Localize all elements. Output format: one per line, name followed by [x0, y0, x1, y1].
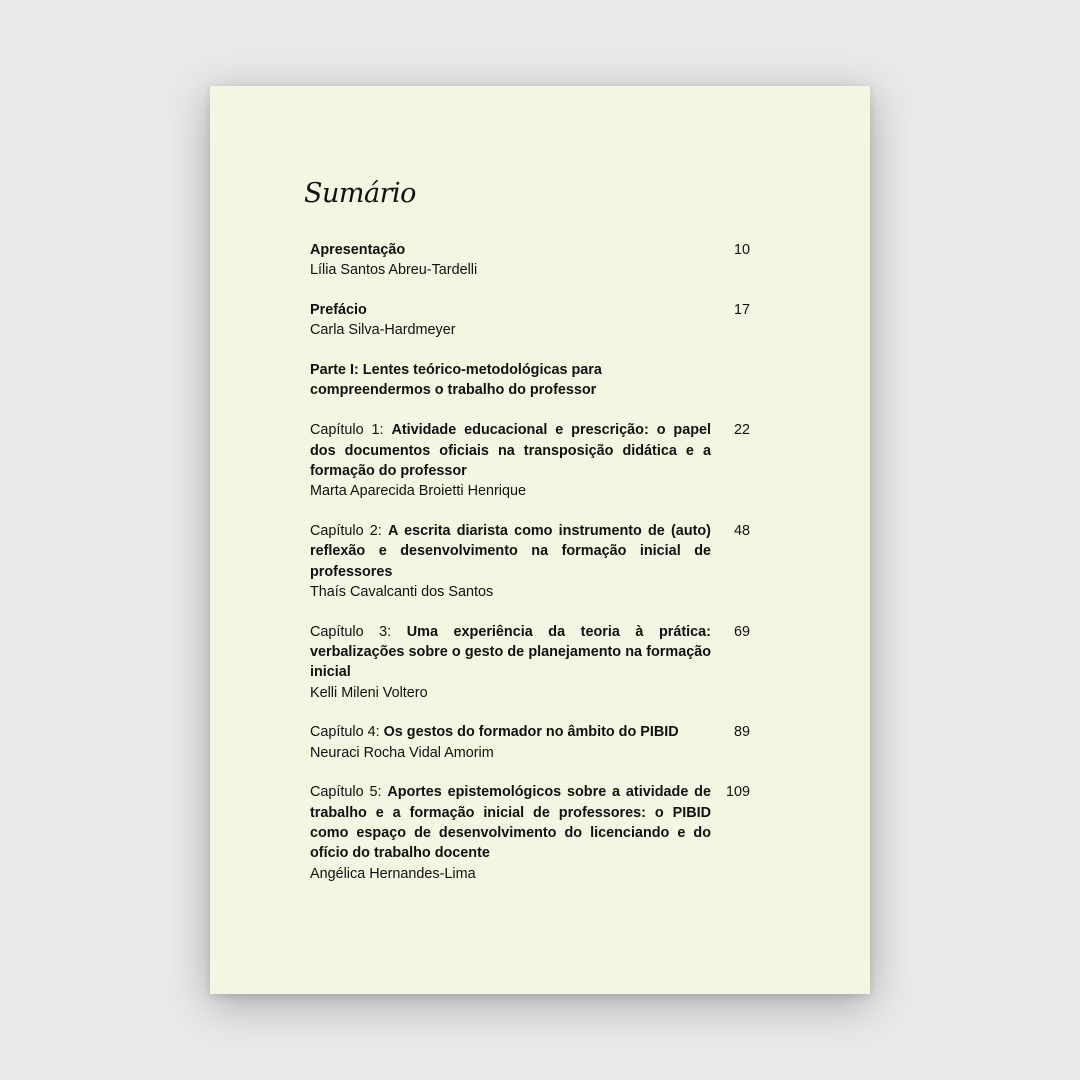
entry-author: Marta Aparecida Broietti Henrique — [310, 483, 526, 500]
toc-entry-chapter-4[interactable] — [310, 722, 750, 763]
entry-page-number: 10 — [733, 242, 750, 258]
entry-author: Carla Silva-Hardmeyer — [310, 322, 456, 339]
chapter-prefix: Capítulo 4: — [310, 724, 384, 741]
entry-title: Apresentação — [310, 242, 406, 258]
entry-title: Uma experiência da teoria à prática: verbalizações sobre o gesto de planejamento na formação inicial — [310, 623, 711, 681]
toc-entry-chapter-1[interactable] — [310, 420, 750, 501]
part-title: Parte I: Lentes teórico-metodológicas para compreendermos o trabalho do professor — [310, 362, 602, 399]
entry-title: Os gestos do formador no âmbito do PIBID — [383, 724, 679, 741]
entry-page-number: 69 — [733, 623, 750, 640]
toc-entry-chapter-5[interactable] — [310, 782, 750, 883]
entry-title: Atividade educacional e prescrição: o papel dos documentos oficiais na transposição didática e a formação do professor — [310, 422, 711, 479]
chapter-prefix: Capítulo 5: — [310, 784, 388, 801]
chapter-prefix: Capítulo 3: — [310, 623, 407, 640]
toc-part-heading — [310, 360, 750, 401]
toc-entry-chapter-2[interactable] — [310, 521, 750, 602]
entry-author: Angélica Hernandes-Lima — [310, 865, 476, 882]
page-title: Sumário — [304, 178, 416, 209]
book-page — [210, 86, 870, 994]
entry-author: Thaís Cavalcanti dos Santos — [310, 583, 494, 600]
entry-author: Neuraci Rocha Vidal Amorim — [310, 744, 494, 761]
entry-title: Prefácio — [310, 302, 367, 319]
entry-title: Aportes epistemológicos sobre a atividade de trabalho e a formação inicial de professores: o PIBID como espaço de desenvolvimento do licenciando e do ofício do trabalho docente — [310, 784, 711, 862]
entry-title: A escrita diarista como instrumento de (auto) reflexão e desenvolvimento na formação inicial de professores — [310, 522, 711, 580]
entry-page-number: 22 — [733, 422, 750, 439]
toc-entry-chapter-3[interactable] — [310, 622, 750, 703]
toc-entry-apresentacao[interactable] — [310, 240, 750, 281]
entry-author: Lília Santos Abreu-Tardelli — [310, 262, 478, 279]
chapter-prefix: Capítulo 1: — [310, 422, 392, 439]
chapter-prefix: Capítulo 2: — [310, 522, 389, 539]
entry-page-number: 89 — [733, 724, 750, 741]
entry-page-number: 109 — [725, 784, 750, 801]
entry-author: Kelli Mileni Voltero — [310, 684, 428, 701]
entry-page-number: 48 — [733, 522, 750, 539]
toc-entry-prefacio[interactable] — [310, 300, 750, 341]
table-of-contents — [310, 240, 750, 903]
entry-page-number: 17 — [733, 302, 750, 319]
